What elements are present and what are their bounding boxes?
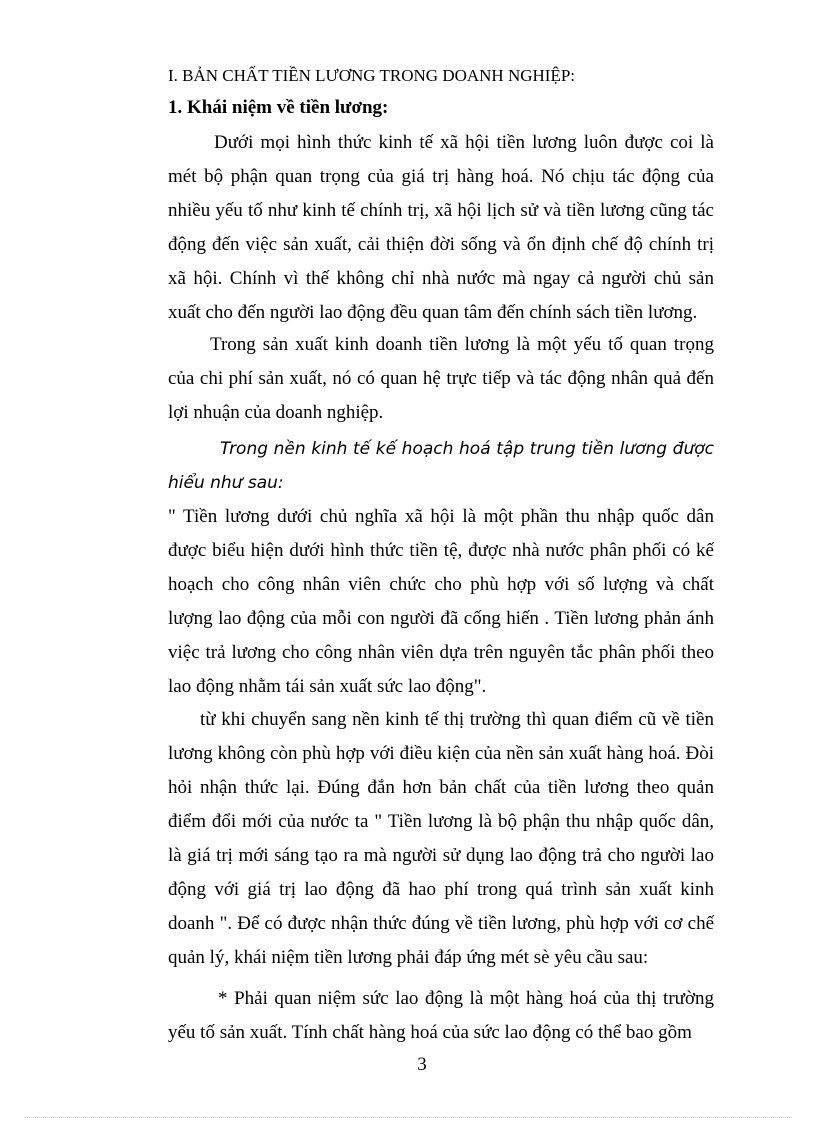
paragraph-requirement-bullet: * Phải quan niệm sức lao động là một hàng hoá của thị trường yếu tố sản xuất. Tính chất hàng hoá của sức lao động có thể bao gồm — [168, 988, 714, 1043]
paragraph-definition-intro: Dưới mọi hình thức kinh tế xã hội tiền lương luôn được coi là mét bộ phận quan trọng của giá trị hàng hoá. Nó chịu tác động của nhiều yếu tố như kinh tế chính trị, xã hội lịch sử và tiền lương cũng tác động đến việc sản xuất, cải thiện đời sống và ổn định chế độ chính trị xã hội. Chính vì thế không chỉ nhà nước mà ngay cả người chủ sản xuất cho đến người lao động đều quan tâm đến chính sách tiền lương. — [168, 132, 714, 323]
paragraph-production-cost: Trong sản xuất kinh doanh tiền lương là một yếu tố quan trọng của chi phí sản xuất, nó có quan hệ trực tiếp và tác động nhân quả đến lợi nhuận của doanh nghiệp. — [168, 334, 714, 423]
subsection-heading: 1. Khái niệm về tiền lương: — [168, 97, 389, 118]
section-heading: I. BẢN CHẤT TIỀN LƯƠNG TRONG DOANH NGHIỆP: — [168, 66, 576, 85]
paragraph-socialist-definition: " Tiền lương dưới chủ nghĩa xã hội là một phần thu nhập quốc dân được biểu hiện dưới hình thức tiền tệ, được nhà nước phân phối có kế hoạch cho công nhân viên chức cho phù hợp với số lượng và chất lượng lao động của mỗi con người đã cống hiến . Tiền lương phản ánh việc trả lương cho công nhân viên dựa trên nguyên tắc phân phối theo lao động nhằm tái sản xuất sức lao động". — [168, 506, 714, 697]
paragraph-market-economy: từ khi chuyển sang nền kinh tế thị trường thì quan điểm cũ về tiền lương không còn phù hợp với điều kiện của nền sản xuất hàng hoá. Đòi hỏi nhận thức lại. Đúng đắn hơn bản chất của tiền lương theo quản điểm đổi mới của nước ta " Tiền lương là bộ phận thu nhập quốc dân, là giá trị mới sáng tạo ra mà người sử dụng lao động trả cho người lao động với giá trị lao động đã hao phí trong quá trình sản xuất kinh doanh ". Để có được nhận thức đúng về tiền lương, phù hợp với cơ chế quản lý, khái niệm tiền lương phải đáp ứng mét sè yêu cầu sau: — [168, 709, 714, 968]
page-number: 3 — [417, 1054, 427, 1075]
page-bottom-divider — [24, 1117, 792, 1118]
paragraph-planned-economy: Trong nền kinh tế kế hoạch hoá tập trung tiền lương được hiểu như sau: — [168, 439, 714, 493]
